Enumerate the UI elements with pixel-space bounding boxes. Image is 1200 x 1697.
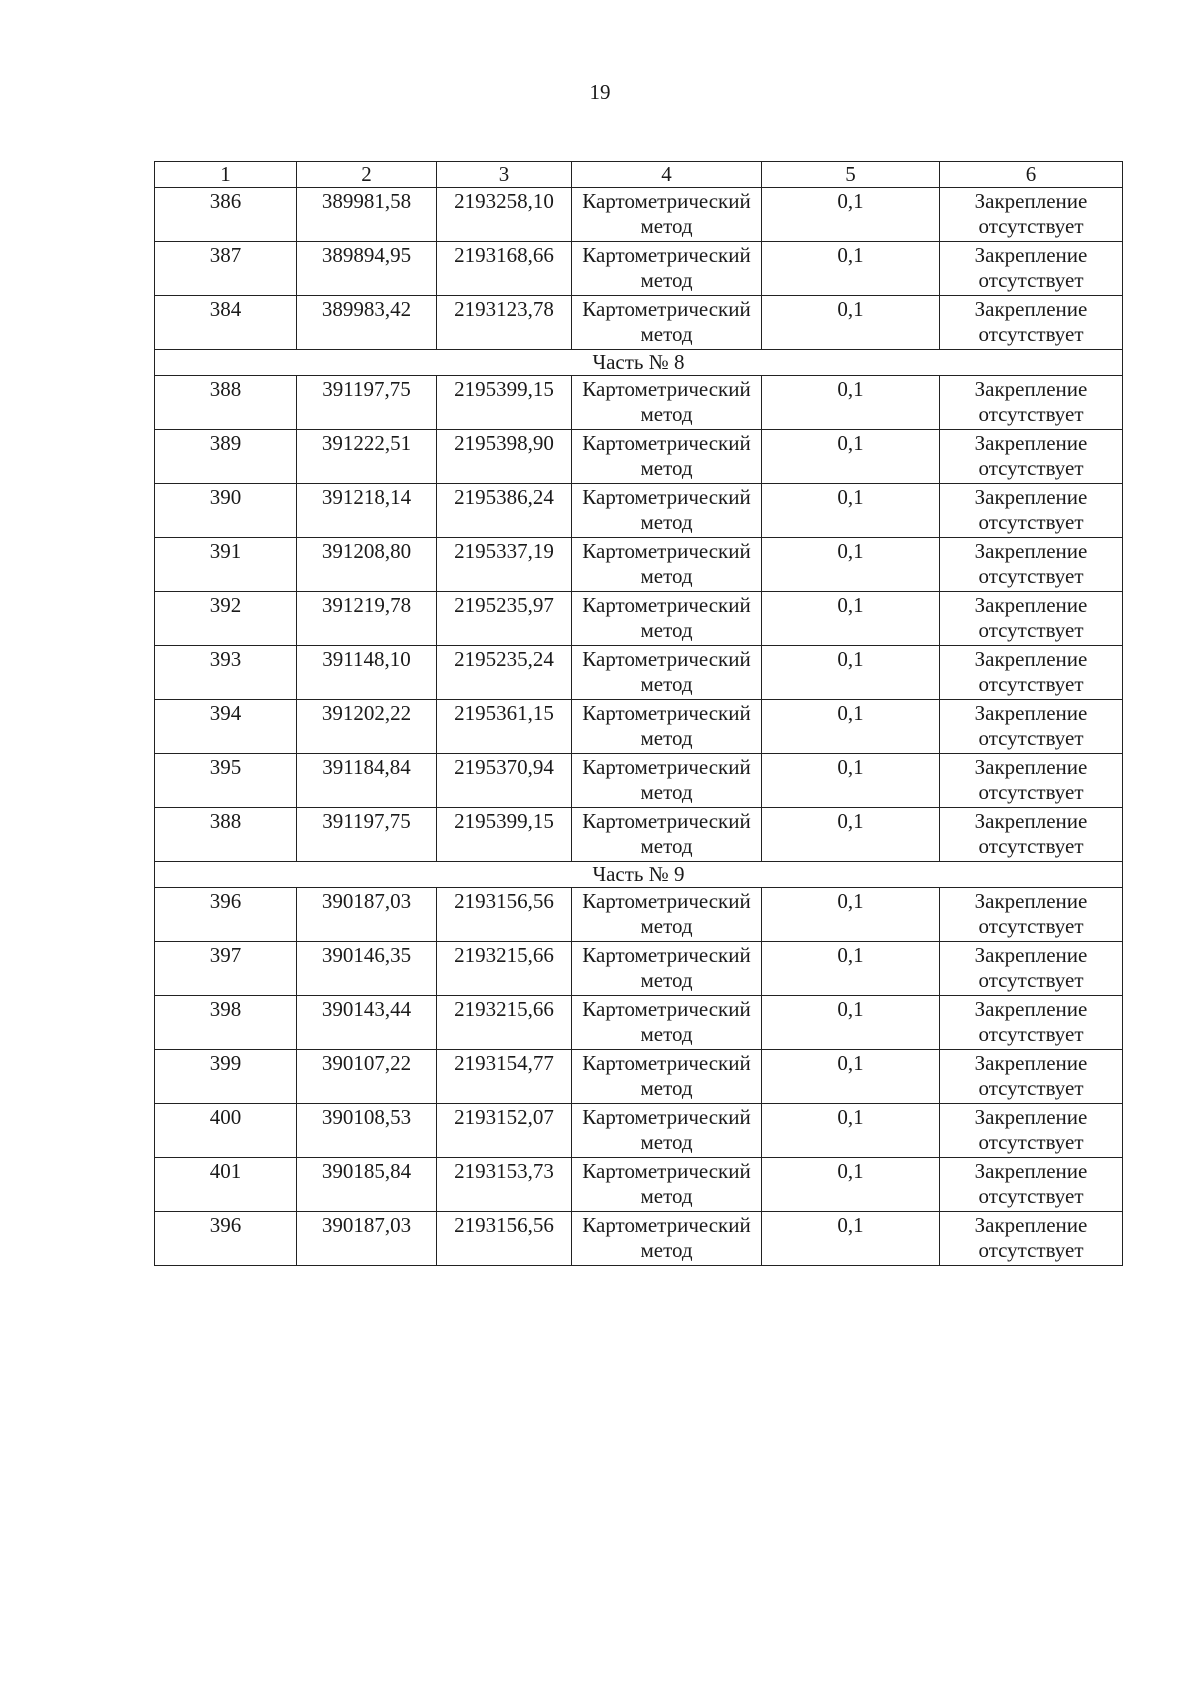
y-coordinate-cell: 2195398,90 — [437, 430, 572, 484]
fixation-line-1: Закрепление — [974, 189, 1088, 213]
fixation-cell — [940, 808, 1123, 862]
section-title: Часть № 8 — [155, 350, 1123, 376]
table-row — [155, 188, 1123, 242]
y-coordinate-cell: 2195337,19 — [437, 538, 572, 592]
method-line-1: Картометрический — [582, 755, 751, 779]
y-coordinate-cell: 2195370,94 — [437, 754, 572, 808]
fixation-line-2: отсутствует — [978, 1022, 1084, 1046]
table-row — [155, 538, 1123, 592]
x-coordinate-cell: 391208,80 — [297, 538, 437, 592]
section-title: Часть № 9 — [155, 862, 1123, 888]
accuracy-cell: 0,1 — [762, 1104, 940, 1158]
method-line-1: Картометрический — [582, 189, 751, 213]
fixation-cell — [940, 888, 1123, 942]
accuracy-cell: 0,1 — [762, 888, 940, 942]
method-line-2: метод — [640, 914, 693, 938]
accuracy-cell: 0,1 — [762, 700, 940, 754]
method-line-1: Картометрический — [582, 1213, 751, 1237]
x-coordinate-cell: 389983,42 — [297, 296, 437, 350]
x-coordinate-cell: 390185,84 — [297, 1158, 437, 1212]
fixation-line-2: отсутствует — [978, 672, 1084, 696]
method-line-1: Картометрический — [582, 593, 751, 617]
point-number-cell: 394 — [155, 700, 297, 754]
fixation-line-1: Закрепление — [974, 377, 1088, 401]
fixation-line-1: Закрепление — [974, 539, 1088, 563]
column-header-3: 3 — [437, 162, 572, 188]
method-cell — [572, 996, 762, 1050]
table-row — [155, 1104, 1123, 1158]
x-coordinate-cell: 391222,51 — [297, 430, 437, 484]
fixation-line-2: отсутствует — [978, 780, 1084, 804]
method-line-2: метод — [640, 618, 693, 642]
y-coordinate-cell: 2195399,15 — [437, 808, 572, 862]
x-coordinate-cell: 391197,75 — [297, 376, 437, 430]
method-cell — [572, 700, 762, 754]
fixation-line-1: Закрепление — [974, 431, 1088, 455]
x-coordinate-cell: 391197,75 — [297, 808, 437, 862]
accuracy-cell: 0,1 — [762, 296, 940, 350]
x-coordinate-cell: 391219,78 — [297, 592, 437, 646]
point-number-cell: 391 — [155, 538, 297, 592]
table-row — [155, 888, 1123, 942]
fixation-cell — [940, 996, 1123, 1050]
fixation-line-1: Закрепление — [974, 647, 1088, 671]
table-row — [155, 430, 1123, 484]
method-line-1: Картометрический — [582, 1105, 751, 1129]
fixation-line-1: Закрепление — [974, 701, 1088, 725]
fixation-cell — [940, 296, 1123, 350]
y-coordinate-cell: 2193123,78 — [437, 296, 572, 350]
fixation-cell — [940, 942, 1123, 996]
fixation-line-2: отсутствует — [978, 834, 1084, 858]
accuracy-cell: 0,1 — [762, 996, 940, 1050]
method-cell — [572, 646, 762, 700]
method-cell — [572, 538, 762, 592]
y-coordinate-cell: 2193153,73 — [437, 1158, 572, 1212]
point-number-cell: 390 — [155, 484, 297, 538]
fixation-line-2: отсутствует — [978, 510, 1084, 534]
fixation-cell — [940, 430, 1123, 484]
table-row — [155, 754, 1123, 808]
table-row — [155, 376, 1123, 430]
fixation-line-2: отсутствует — [978, 214, 1084, 238]
table-row — [155, 296, 1123, 350]
x-coordinate-cell: 391218,14 — [297, 484, 437, 538]
fixation-cell — [940, 188, 1123, 242]
accuracy-cell: 0,1 — [762, 242, 940, 296]
fixation-line-2: отсутствует — [978, 456, 1084, 480]
method-cell — [572, 1158, 762, 1212]
point-number-cell: 384 — [155, 296, 297, 350]
method-line-2: метод — [640, 1022, 693, 1046]
method-line-1: Картометрический — [582, 485, 751, 509]
fixation-line-2: отсутствует — [978, 1184, 1084, 1208]
fixation-cell — [940, 754, 1123, 808]
x-coordinate-cell: 389894,95 — [297, 242, 437, 296]
accuracy-cell: 0,1 — [762, 1050, 940, 1104]
method-cell — [572, 808, 762, 862]
method-cell — [572, 592, 762, 646]
table-row — [155, 592, 1123, 646]
y-coordinate-cell: 2195399,15 — [437, 376, 572, 430]
fixation-line-1: Закрепление — [974, 997, 1088, 1021]
x-coordinate-cell: 390146,35 — [297, 942, 437, 996]
point-number-cell: 396 — [155, 1212, 297, 1266]
fixation-cell — [940, 700, 1123, 754]
fixation-line-2: отсутствует — [978, 914, 1084, 938]
column-header-6: 6 — [940, 162, 1123, 188]
fixation-cell — [940, 646, 1123, 700]
y-coordinate-cell: 2193156,56 — [437, 888, 572, 942]
fixation-line-2: отсутствует — [978, 968, 1084, 992]
x-coordinate-cell: 391184,84 — [297, 754, 437, 808]
accuracy-cell: 0,1 — [762, 1212, 940, 1266]
method-cell — [572, 1104, 762, 1158]
method-cell — [572, 484, 762, 538]
y-coordinate-cell: 2193215,66 — [437, 942, 572, 996]
section-row — [155, 862, 1123, 888]
method-line-1: Картометрический — [582, 243, 751, 267]
x-coordinate-cell: 391148,10 — [297, 646, 437, 700]
fixation-line-1: Закрепление — [974, 943, 1088, 967]
fixation-cell — [940, 592, 1123, 646]
method-line-1: Картометрический — [582, 647, 751, 671]
point-number-cell: 389 — [155, 430, 297, 484]
table-row — [155, 996, 1123, 1050]
accuracy-cell: 0,1 — [762, 538, 940, 592]
fixation-line-1: Закрепление — [974, 593, 1088, 617]
method-line-2: метод — [640, 1130, 693, 1154]
table-row — [155, 1212, 1123, 1266]
coordinates-table — [154, 161, 1123, 1266]
method-line-1: Картометрический — [582, 377, 751, 401]
method-line-2: метод — [640, 1076, 693, 1100]
fixation-line-2: отсутствует — [978, 1238, 1084, 1262]
method-line-1: Картометрический — [582, 943, 751, 967]
method-cell — [572, 1212, 762, 1266]
y-coordinate-cell: 2195235,24 — [437, 646, 572, 700]
fixation-line-2: отсутствует — [978, 322, 1084, 346]
method-cell — [572, 242, 762, 296]
column-header-4: 4 — [572, 162, 762, 188]
method-line-2: метод — [640, 214, 693, 238]
fixation-line-1: Закрепление — [974, 755, 1088, 779]
method-cell — [572, 430, 762, 484]
method-line-2: метод — [640, 780, 693, 804]
fixation-line-1: Закрепление — [974, 485, 1088, 509]
method-line-1: Картометрический — [582, 1159, 751, 1183]
method-line-2: метод — [640, 510, 693, 534]
page-number: 19 — [589, 80, 611, 104]
fixation-line-2: отсутствует — [978, 402, 1084, 426]
accuracy-cell: 0,1 — [762, 808, 940, 862]
fixation-cell — [940, 1158, 1123, 1212]
table-row — [155, 1050, 1123, 1104]
point-number-cell: 397 — [155, 942, 297, 996]
x-coordinate-cell: 389981,58 — [297, 188, 437, 242]
method-line-2: метод — [640, 968, 693, 992]
fixation-line-1: Закрепление — [974, 1159, 1088, 1183]
method-line-2: метод — [640, 726, 693, 750]
method-cell — [572, 1050, 762, 1104]
accuracy-cell: 0,1 — [762, 376, 940, 430]
method-line-1: Картометрический — [582, 701, 751, 725]
accuracy-cell: 0,1 — [762, 484, 940, 538]
y-coordinate-cell: 2193168,66 — [437, 242, 572, 296]
method-line-1: Картометрический — [582, 1051, 751, 1075]
method-cell — [572, 188, 762, 242]
y-coordinate-cell: 2195361,15 — [437, 700, 572, 754]
x-coordinate-cell: 390187,03 — [297, 888, 437, 942]
fixation-line-2: отсутствует — [978, 618, 1084, 642]
method-line-1: Картометрический — [582, 889, 751, 913]
accuracy-cell: 0,1 — [762, 592, 940, 646]
method-line-2: метод — [640, 322, 693, 346]
method-line-2: метод — [640, 1238, 693, 1262]
fixation-line-1: Закрепление — [974, 297, 1088, 321]
fixation-line-1: Закрепление — [974, 243, 1088, 267]
table-header-row — [155, 162, 1123, 188]
y-coordinate-cell: 2195235,97 — [437, 592, 572, 646]
y-coordinate-cell: 2193215,66 — [437, 996, 572, 1050]
method-line-2: метод — [640, 564, 693, 588]
fixation-cell — [940, 1050, 1123, 1104]
point-number-cell: 396 — [155, 888, 297, 942]
method-cell — [572, 296, 762, 350]
accuracy-cell: 0,1 — [762, 942, 940, 996]
section-row — [155, 350, 1123, 376]
x-coordinate-cell: 390108,53 — [297, 1104, 437, 1158]
point-number-cell: 393 — [155, 646, 297, 700]
table-row — [155, 1158, 1123, 1212]
method-line-2: метод — [640, 402, 693, 426]
y-coordinate-cell: 2193156,56 — [437, 1212, 572, 1266]
x-coordinate-cell: 390107,22 — [297, 1050, 437, 1104]
method-line-2: метод — [640, 1184, 693, 1208]
column-header-5: 5 — [762, 162, 940, 188]
method-line-1: Картометрический — [582, 809, 751, 833]
column-header-2: 2 — [297, 162, 437, 188]
method-cell — [572, 942, 762, 996]
x-coordinate-cell: 391202,22 — [297, 700, 437, 754]
method-cell — [572, 376, 762, 430]
y-coordinate-cell: 2193258,10 — [437, 188, 572, 242]
method-line-2: метод — [640, 456, 693, 480]
point-number-cell: 395 — [155, 754, 297, 808]
method-line-1: Картометрический — [582, 539, 751, 563]
point-number-cell: 388 — [155, 376, 297, 430]
fixation-line-2: отсутствует — [978, 268, 1084, 292]
accuracy-cell: 0,1 — [762, 430, 940, 484]
point-number-cell: 398 — [155, 996, 297, 1050]
point-number-cell: 400 — [155, 1104, 297, 1158]
accuracy-cell: 0,1 — [762, 754, 940, 808]
x-coordinate-cell: 390187,03 — [297, 1212, 437, 1266]
fixation-line-2: отсутствует — [978, 1076, 1084, 1100]
fixation-line-1: Закрепление — [974, 1105, 1088, 1129]
fixation-line-1: Закрепление — [974, 889, 1088, 913]
fixation-line-1: Закрепление — [974, 1213, 1088, 1237]
fixation-cell — [940, 538, 1123, 592]
method-line-1: Картометрический — [582, 297, 751, 321]
point-number-cell: 401 — [155, 1158, 297, 1212]
accuracy-cell: 0,1 — [762, 188, 940, 242]
fixation-cell — [940, 376, 1123, 430]
column-header-1: 1 — [155, 162, 297, 188]
y-coordinate-cell: 2195386,24 — [437, 484, 572, 538]
point-number-cell: 392 — [155, 592, 297, 646]
x-coordinate-cell: 390143,44 — [297, 996, 437, 1050]
point-number-cell: 388 — [155, 808, 297, 862]
method-line-2: метод — [640, 268, 693, 292]
method-line-1: Картометрический — [582, 997, 751, 1021]
method-line-1: Картометрический — [582, 431, 751, 455]
fixation-line-2: отсутствует — [978, 726, 1084, 750]
point-number-cell: 387 — [155, 242, 297, 296]
y-coordinate-cell: 2193154,77 — [437, 1050, 572, 1104]
fixation-cell — [940, 242, 1123, 296]
point-number-cell: 399 — [155, 1050, 297, 1104]
table-row — [155, 646, 1123, 700]
fixation-cell — [940, 1104, 1123, 1158]
method-cell — [572, 888, 762, 942]
point-number-cell: 386 — [155, 188, 297, 242]
y-coordinate-cell: 2193152,07 — [437, 1104, 572, 1158]
accuracy-cell: 0,1 — [762, 646, 940, 700]
fixation-line-2: отсутствует — [978, 1130, 1084, 1154]
fixation-line-1: Закрепление — [974, 809, 1088, 833]
fixation-line-2: отсутствует — [978, 564, 1084, 588]
fixation-cell — [940, 1212, 1123, 1266]
method-line-2: метод — [640, 672, 693, 696]
fixation-cell — [940, 484, 1123, 538]
table-row — [155, 242, 1123, 296]
table-row — [155, 808, 1123, 862]
table-row — [155, 942, 1123, 996]
fixation-line-1: Закрепление — [974, 1051, 1088, 1075]
table-row — [155, 484, 1123, 538]
method-cell — [572, 754, 762, 808]
accuracy-cell: 0,1 — [762, 1158, 940, 1212]
method-line-2: метод — [640, 834, 693, 858]
table-row — [155, 700, 1123, 754]
